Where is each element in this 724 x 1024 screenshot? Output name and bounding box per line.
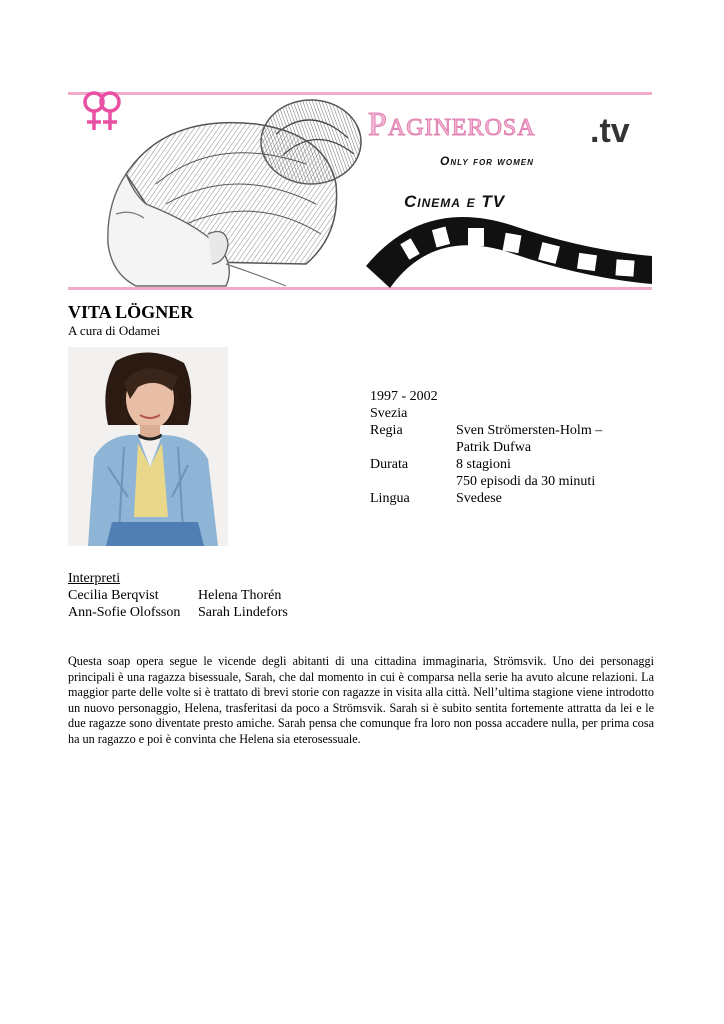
info-row-durata: [370, 456, 656, 490]
info-value-line: Svedese: [456, 491, 502, 506]
woman-sketch-illustration: [86, 94, 376, 288]
section-title: Cinema e TV: [404, 192, 506, 211]
info-value: [456, 490, 656, 507]
article-title: VITA LÖGNER: [68, 302, 194, 322]
cast-list: [68, 570, 288, 621]
info-label: Regia: [370, 423, 403, 438]
series-years: 1997 - 2002: [370, 389, 438, 404]
synopsis-paragraph: Questa soap opera segue le vicende degli abitanti di una cittadina immaginaria, Strömsvik. Uno dei personaggi principali è una ragazza bisessuale, Sarah, che dal momento in cui è comparsa nella serie ha avuto alcune relazioni. La maggior parte delle volte si è trattato di brevi storie con ragazze in visita alla città. Nell’ultima stagione viene introdotto un nuovo personaggio, Helena, trasferitasi da poco a Strömsvik. Sarah si è subito sentita fortemente attratta da lei e le due ragazze sono diventate presto amiche. Sarah pensa che comunque fra loro non possa accadere nulla, per prima cosa ha un ragazzo e poi è convinta che Helena sia eterosessuale.: [68, 654, 654, 746]
actress-photo: [68, 347, 228, 546]
series-country: Svezia: [370, 406, 408, 421]
cast-heading: Interpreti: [68, 571, 121, 586]
series-info: [370, 388, 656, 507]
film-strip-icon: [364, 206, 654, 288]
cast-actor: Ann-Sofie Olofsson: [68, 605, 181, 620]
brand-tld: .tv: [590, 112, 630, 150]
header-banner: [68, 86, 652, 298]
brand-tagline: Only for women: [440, 154, 534, 168]
info-label: Durata: [370, 457, 409, 472]
info-value-line: Patrik Dufwa: [456, 440, 532, 455]
cast-row: [68, 604, 288, 621]
info-value-line: Sven Strömersten-Holm –: [456, 423, 603, 438]
article-byline: A cura di Odamei: [68, 323, 161, 338]
cast-actor: Helena Thorén: [198, 588, 282, 603]
info-row-lingua: [370, 490, 656, 507]
info-value: [456, 456, 656, 490]
cast-row: [68, 587, 288, 604]
info-label: Lingua: [370, 491, 410, 506]
info-value-line: 8 stagioni: [456, 457, 511, 472]
brand-logo: [368, 106, 638, 154]
info-value: [456, 422, 656, 456]
info-value-line: 750 episodi da 30 minuti: [456, 474, 596, 489]
brand-name: Paginerosa: [368, 106, 536, 143]
info-row-regia: [370, 422, 656, 456]
cast-actor: Cecilia Berqvist: [68, 588, 159, 603]
cast-actor: Sarah Lindefors: [198, 605, 288, 620]
